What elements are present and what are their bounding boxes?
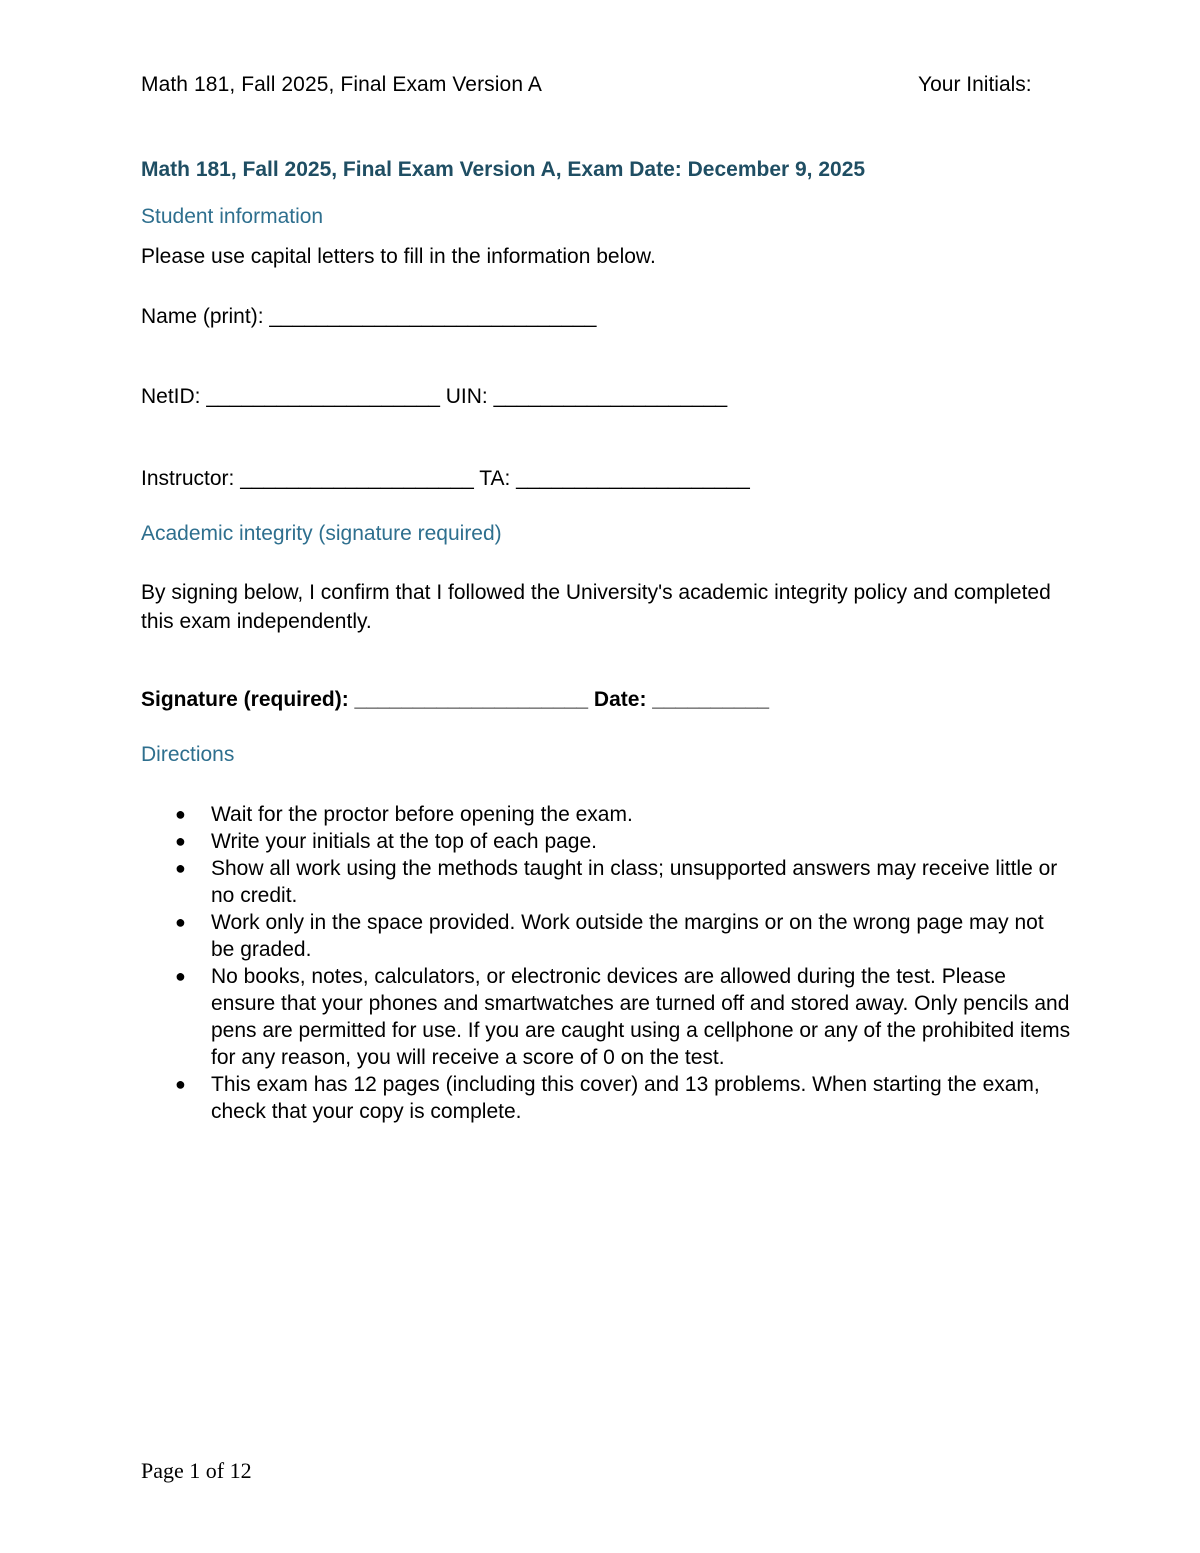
directions-heading: Directions — [141, 743, 235, 766]
capital-letters-instruction: Please use capital letters to fill in the information below. — [141, 245, 656, 268]
bullet-icon: ● — [175, 1074, 186, 1094]
list-item — [141, 801, 1071, 828]
bullet-icon: ● — [175, 804, 186, 824]
list-item — [141, 963, 1071, 1071]
netid-uin-field-line: NetID: ____________________ UIN: ____________________ — [141, 385, 728, 408]
bullet-icon: ● — [175, 831, 186, 851]
signature-date-line: Signature (required): ____________________ Date: __________ — [141, 688, 770, 711]
page-number: Page 1 of 12 — [141, 1458, 252, 1483]
initials-label: Your Initials: — [918, 73, 1032, 96]
bullet-icon: ● — [175, 858, 186, 878]
exam-title: Math 181, Fall 2025, Final Exam Version A, Exam Date: December 9, 2025 — [141, 158, 866, 181]
instructor-ta-field-line: Instructor: ____________________ TA: ____________________ — [141, 467, 750, 490]
integrity-statement: By signing below, I confirm that I followed the University's academic integrity policy and completed this exam independently. — [141, 581, 1051, 633]
direction-text: Show all work using the methods taught in class; unsupported answers may receive little or no credit. — [211, 857, 1058, 907]
direction-text: Wait for the proctor before opening the exam. — [211, 803, 633, 826]
running-header-title: Math 181, Fall 2025, Final Exam Version A — [141, 73, 542, 96]
direction-text: Write your initials at the top of each page. — [211, 830, 597, 853]
bullet-icon: ● — [175, 912, 186, 932]
list-item — [141, 1071, 1071, 1125]
list-item — [141, 855, 1071, 909]
bullet-icon: ● — [175, 966, 186, 986]
list-item — [141, 828, 1071, 855]
directions-list — [141, 801, 1071, 1125]
student-information-heading: Student information — [141, 205, 324, 228]
direction-text: This exam has 12 pages (including this cover) and 13 problems. When starting the exam, check that your copy is complete. — [211, 1073, 1040, 1123]
name-field-line: Name (print): ____________________________ — [141, 305, 597, 328]
direction-text: No books, notes, calculators, or electronic devices are allowed during the test. Please ensure that your phones and smartwatches are turned off and stored away. Only pencils and pens are permitted for use. If you are caught using a cellphone or any of the prohibited items for any reason, you will receive a score of 0 on the test. — [211, 965, 1071, 1069]
academic-integrity-heading: Academic integrity (signature required) — [141, 522, 502, 545]
list-item — [141, 909, 1071, 963]
direction-text: Work only in the space provided. Work outside the margins or on the wrong page may not be graded. — [211, 911, 1044, 961]
